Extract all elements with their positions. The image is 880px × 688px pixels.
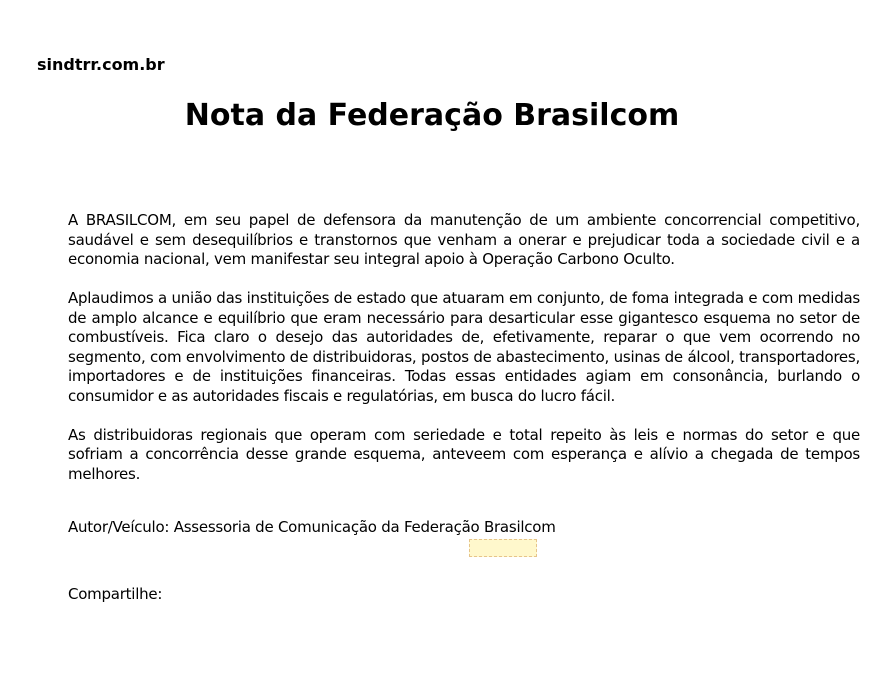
article-body: [68, 211, 860, 504]
highlight-placeholder: [469, 539, 537, 557]
page-title: Nota da Federação Brasilcom: [184, 98, 680, 133]
article-paragraph: As distribuidoras regionais que operam com seriedade e total repeito às leis e normas do setor e que sofriam a concorrência desse grande esquema, anteveem com esperança e alívio a chegada de tempos melhores.: [68, 425, 860, 483]
author-credit: Autor/Veículo: Assessoria de Comunicação da Federação Brasilcom: [68, 518, 556, 536]
article-paragraph: Aplaudimos a união das instituições de estado que atuaram em conjunto, de foma integrada e com medidas de amplo alcance e equilíbrio que eram necessário para desarticular esse gigantesco esquema no setor de combustíveis. Fica claro o desejo das autoridades de, efetivamente, reparar o que vem ocorrendo no segmento, com envolvimento de distribuidoras, postos de abastecimento, usinas de álcool, transportadores, importadores e de instituições financeiras. Todas essas entidades agiam em consonância, burlando o consumidor e as autoridades fiscais e regulatórias, em busca do lucro fácil.: [68, 289, 860, 405]
article-paragraph: A BRASILCOM, em seu papel de defensora da manutenção de um ambiente concorrencial competitivo, saudável e sem desequilíbrios e transtornos que venham a onerar e prejudicar toda a sociedade civil e a economia nacional, vem manifestar seu integral apoio à Operação Carbono Oculto.: [68, 211, 860, 268]
site-name: sindtrr.com.br: [37, 55, 165, 74]
share-label: Compartilhe:: [68, 585, 163, 603]
